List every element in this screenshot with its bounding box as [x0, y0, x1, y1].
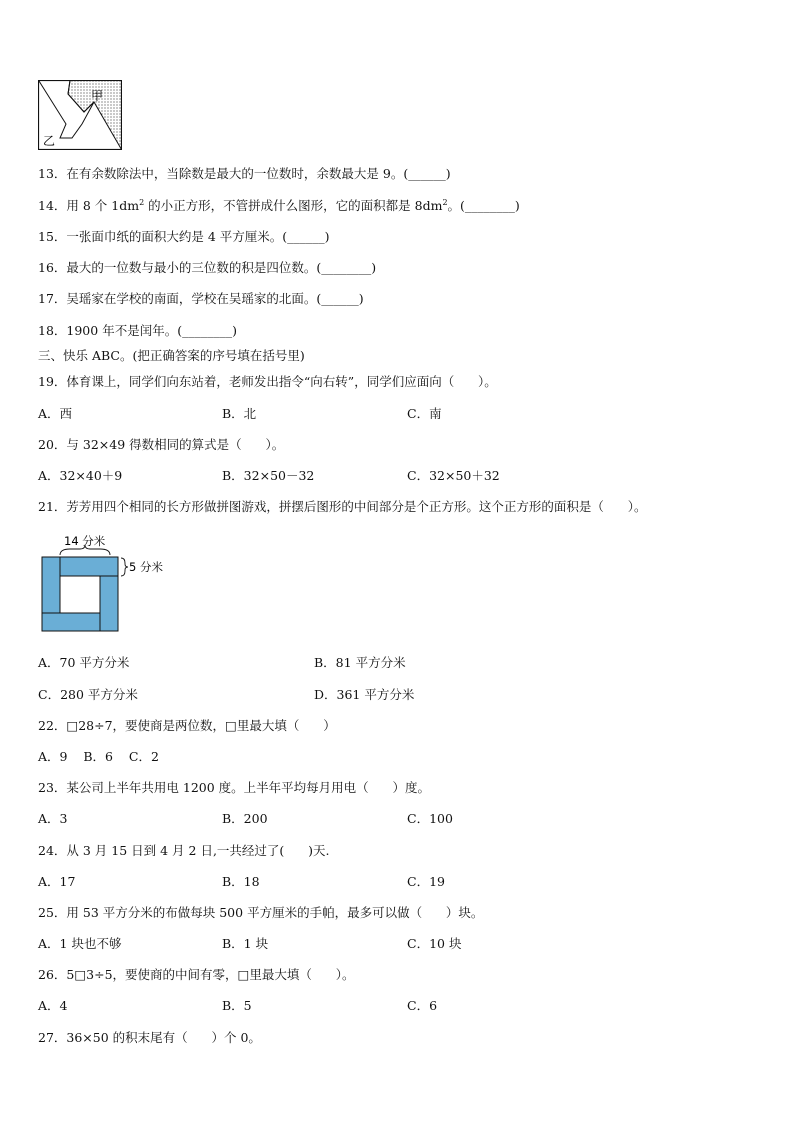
q25-option-b[interactable]: B．1 块 — [222, 936, 269, 951]
question-27: 27．36×50 的积末尾有（ ）个 0。 — [38, 1030, 261, 1045]
q23-option-c[interactable]: C．100 — [407, 811, 453, 826]
q19-option-b[interactable]: B．北 — [222, 406, 257, 421]
label-jia: 甲 — [91, 89, 104, 103]
q25-option-c[interactable]: C．10 块 — [407, 936, 462, 951]
question-19: 19．体育课上，同学们向东站着，老师发出指令“向右转”，同学们应面向（ ）。 — [38, 374, 497, 389]
q21-option-a[interactable]: A．70 平方分米 — [38, 655, 130, 670]
question-24: 24．从 3 月 15 日到 4 月 2 日,一共经过了( )天. — [38, 843, 330, 858]
q20-option-b[interactable]: B．32×50－32 — [222, 468, 315, 483]
label-14dm: 14 分米 — [64, 534, 106, 548]
q19-option-c[interactable]: C．南 — [407, 406, 442, 421]
q20-option-c[interactable]: C．32×50＋32 — [407, 468, 500, 483]
question-14 — [38, 198, 520, 214]
q14-part1: 14．用 8 个 1dm — [38, 198, 140, 213]
q24-option-a[interactable]: A．17 — [38, 874, 76, 889]
label-yi: 乙 — [43, 134, 56, 148]
question-23: 23．某公司上半年共用电 1200 度。上半年平均每月用电（ ）度。 — [38, 780, 431, 795]
q20-option-a[interactable]: A．32×40＋9 — [38, 468, 123, 483]
q23-option-a[interactable]: A．3 — [38, 811, 68, 826]
label-5dm: 5 分米 — [129, 560, 163, 574]
question-16: 16．最大的一位数与最小的三位数的积是四位数。(________) — [38, 260, 377, 275]
q21-option-b[interactable]: B．81 平方分米 — [314, 655, 406, 670]
question-21: 21．芳芳用四个相同的长方形做拼图游戏，拼摆后图形的中间部分是个正方形。这个正方形的面积是（ ）。 — [38, 499, 647, 514]
question-26: 26．5□3÷5，要使商的中间有零，□里最大填（ ）。 — [38, 967, 355, 982]
q22-options[interactable]: A．9 B．6 C．2 — [38, 749, 159, 764]
question-17: 17．吴瑶家在学校的南面，学校在吴瑶家的北面。(______) — [38, 291, 364, 306]
q26-option-c[interactable]: C．6 — [407, 998, 438, 1013]
q19-option-a[interactable]: A．西 — [38, 406, 73, 421]
q14-part3: 。(________) — [447, 198, 520, 213]
question-15: 15．一张面巾纸的面积大约是 4 平方厘米。(______) — [38, 229, 330, 244]
question-25: 25．用 53 平方分米的布做每块 500 平方厘米的手帕，最多可以做（ ）块。 — [38, 905, 484, 920]
q23-option-b[interactable]: B．200 — [222, 811, 268, 826]
q26-option-b[interactable]: B．5 — [222, 998, 252, 1013]
question-20: 20．与 32×49 得数相同的算式是（ ）。 — [38, 437, 285, 452]
q25-option-a[interactable]: A．1 块也不够 — [38, 936, 122, 951]
q14-sup1: 2 — [139, 197, 145, 207]
q21-option-d[interactable]: D．361 平方分米 — [314, 687, 415, 702]
question-18: 18．1900 年不是闰年。(________) — [38, 323, 237, 338]
rectangle-puzzle-figure — [38, 533, 168, 633]
q14-sup2: 2 — [442, 197, 448, 207]
q24-option-b[interactable]: B．18 — [222, 874, 260, 889]
q21-option-c[interactable]: C．280 平方分米 — [38, 687, 138, 702]
question-13: 13．在有余数除法中，当除数是最大的一位数时，余数最大是 9。(______) — [38, 166, 451, 181]
question-22: 22．□28÷7，要使商是两位数，□里最大填（ ） — [38, 718, 336, 733]
q24-option-c[interactable]: C．19 — [407, 874, 445, 889]
q14-part2: 的小正方形，不管拼成什么图形，它的面积都是 8dm — [144, 198, 443, 213]
section-3-heading: 三、快乐 ABC。(把正确答案的序号填在括号里) — [38, 348, 305, 363]
q26-option-a[interactable]: A．4 — [38, 998, 68, 1013]
jia-yi-figure — [38, 80, 122, 150]
